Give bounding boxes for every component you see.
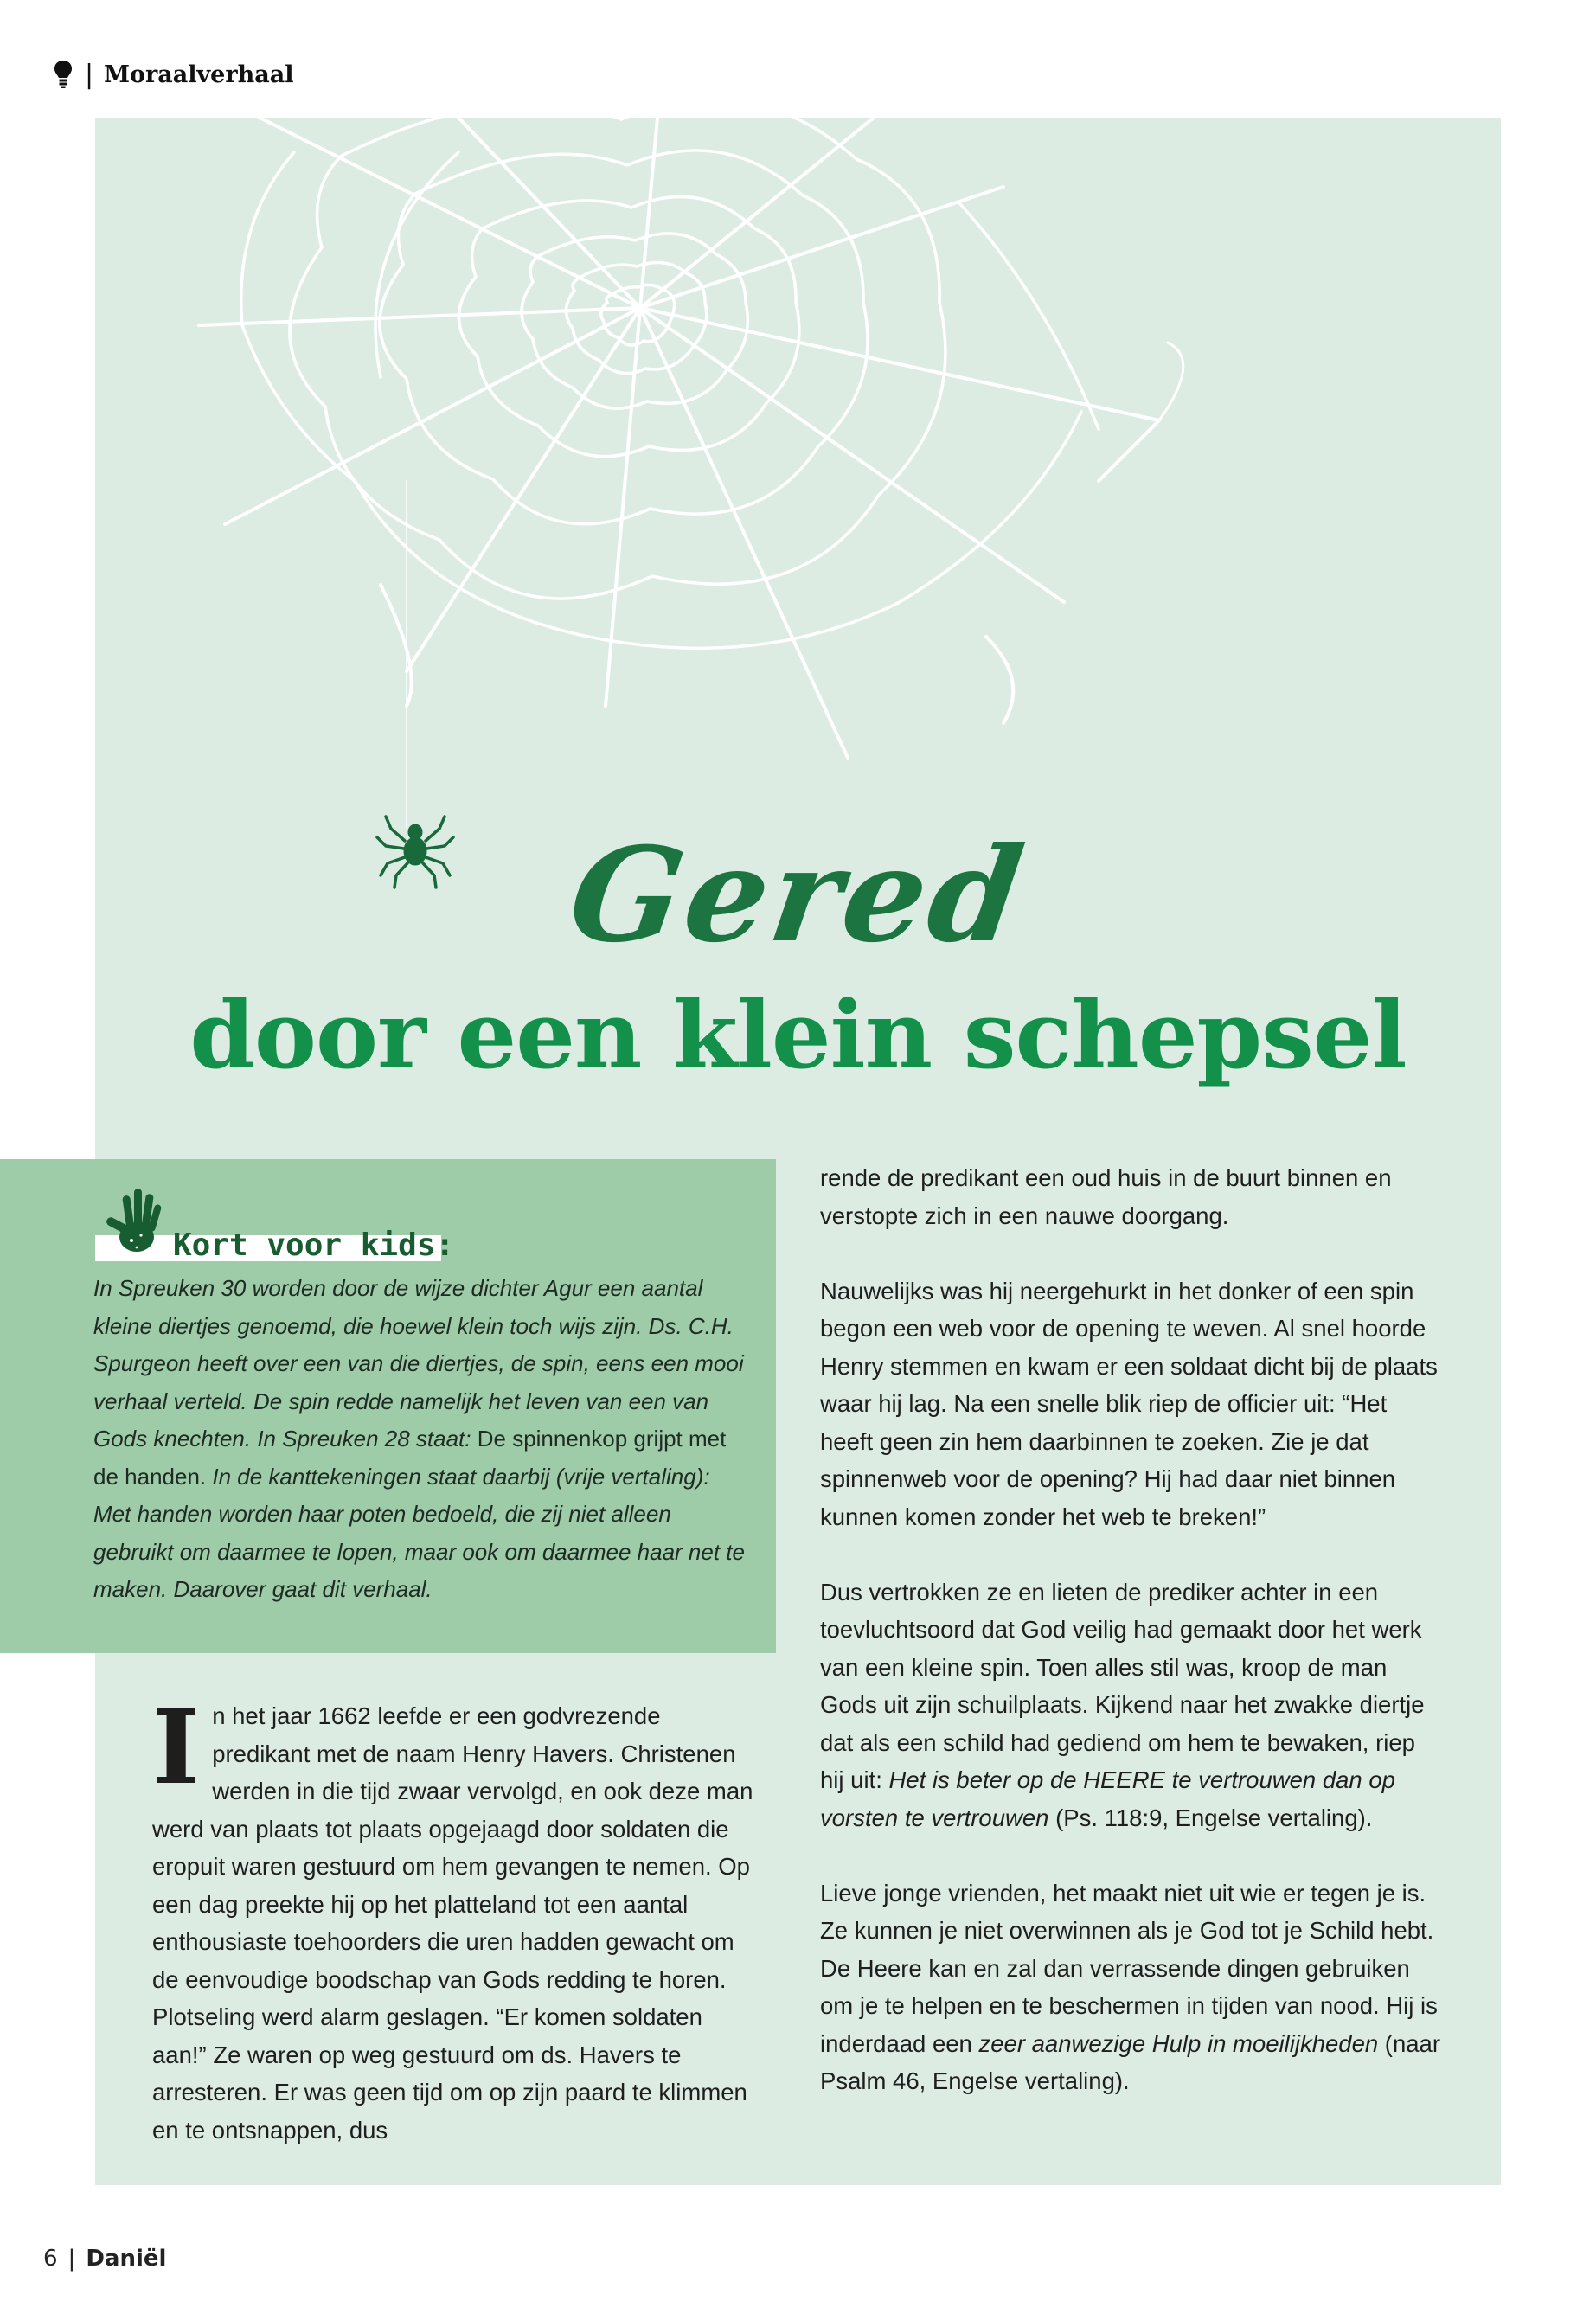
- kids-text-intro: In Spreuken 30 worden door de wijze dichter Agur een aantal kleine diertjes genoemd, die hoewel klein toch wijs zijn. Ds. C.H. Spurgeon heeft over een van die diertjes, de spin, eens een mooi verhaal verteld. De spin redde namelijk het leven van een van Gods knechten. In Spreuken 28 staat:: [93, 1275, 744, 1452]
- story-paragraph-4: [820, 1875, 1443, 2100]
- story-paragraph-1: [152, 1687, 758, 2149]
- lightbulb-icon: [54, 60, 73, 89]
- kids-text: [93, 1270, 751, 1609]
- story-paragraph-4-text: Lieve jonge vrienden, het maakt niet uit wie er tegen je is. Ze kunnen je niet overwinnen als je God tot je Schild hebt. De Heere kan en zal dan verrassende dingen gebruiken om je te helpen en te beschermen in tijden van nood. Hij is inderdaad een: [820, 1879, 1438, 2057]
- story-paragraph-3: [820, 1574, 1443, 1837]
- story-paragraph-2: Nauwelijks was hij neergehurkt in het donker of een spin begon een web voor de opening te weven. Al snel hoorde Henry stemmen en kwam er een soldaat dicht bij de plaats waar hij lag. Na een snelle blik riep de officier uit: “Het heeft geen zin hem daarbinnen te zoeken. Zie je dat spinnenweb voor de opening? Hij had daar niet binnen kunnen komen zonder het web te breken!”: [820, 1277, 1438, 1530]
- kids-box: [0, 1159, 776, 1653]
- page-number: 6: [43, 2246, 58, 2272]
- story-paragraph-3-text: Dus vertrokken ze en lieten de prediker achter in een toevluchtsoord dat God veilig had gemaakt door het werk van een kleine spin. Toen alles stil was, kroop de man Gods uit zijn schuilplaats. Kijkend naar het zwakke diertje dat als een schild had gediend om hem te bewaken, riep hij uit:: [820, 1578, 1425, 1793]
- page-header: [54, 57, 293, 92]
- story-quote-psalm-118: Het is beter op de HEERE te vertrouwen dan op vorsten te vertrouwen: [820, 1766, 1395, 1831]
- section-label: Moraalverhaal: [104, 61, 294, 88]
- story-paragraph-1-text: n het jaar 1662 leefde er een godvrezende predikant met de naam Henry Havers. Christenen werden in die tijd zwaar vervolgd, en ook deze man werd van plaats tot plaats opgejaagd door soldaten die eropuit waren gestuurd om hem gevangen te nemen. Op een dag preekte hij op het platteland tot een aantal enthousiaste toehoorders die uren hadden gewacht om de eenvoudige boodschap van Gods redding te horen. Plotseling werd alarm geslagen. “Er komen soldaten aan!” Ze waren op weg gestuurd om ds. Havers te arresteren. Er was geen tijd om op zijn paard te klimmen en te ontsnappen, dus: [152, 1702, 753, 2144]
- story-column-right: [820, 1159, 1443, 2100]
- header-separator: |: [85, 59, 94, 90]
- story-quote-psalm-46: zeer aanwezige Hulp in moeilijkheden: [978, 2029, 1379, 2057]
- story-paragraph-3-reference: (Ps. 118:9, Engelse vertaling).: [1048, 1804, 1373, 1831]
- kids-heading: [95, 1183, 455, 1263]
- magazine-name: Daniël: [86, 2246, 167, 2272]
- title-main: door een klein schepsel: [189, 981, 1407, 1090]
- kids-text-quote: De spinnenkop grijpt met de handen.: [93, 1426, 727, 1490]
- story-paragraph-1-continued: rende de predikant een oud huis in de buurt binnen en verstopte zich in een nauwe doorgang.: [820, 1164, 1392, 1229]
- story-paragraph-4-reference: (naar Psalm 46, Engelse vertaling).: [820, 2029, 1441, 2094]
- drop-cap: I: [152, 1687, 201, 1807]
- title-script: Gered: [561, 819, 1035, 971]
- story-column-left: [152, 1687, 758, 2149]
- kids-heading-label: Kort voor kids:: [173, 1227, 455, 1263]
- kids-text-explanation: In de kanttekeningen staat daarbij (vrije vertaling): Met handen worden haar poten bedoeld, die zij niet alleen gebruikt om daarmee te lopen, maar ook om daarmee haar net te maken. Daarover gaat dit verhaal.: [93, 1463, 745, 1602]
- handprint-icon: [102, 1183, 171, 1263]
- footer-separator: |: [67, 2246, 76, 2272]
- page-footer: [43, 2246, 166, 2272]
